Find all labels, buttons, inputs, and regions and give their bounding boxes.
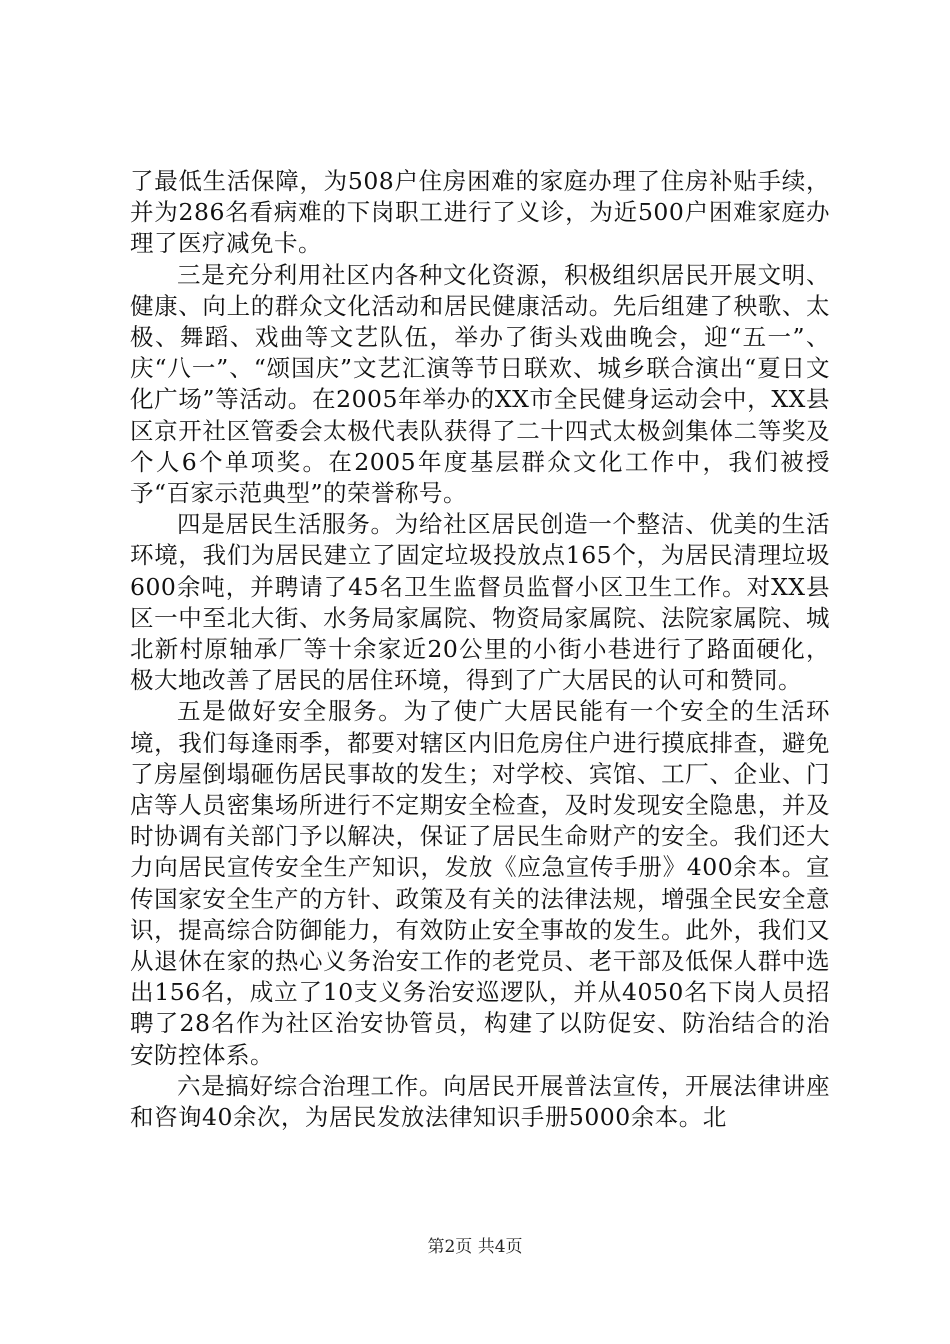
paragraph-safety-service: 五是做好安全服务。为了使广大居民能有一个安全的生活环境，我们每逢雨季，都要对辖区内旧危房住户进行摸底排查，避免了房屋倒塌砸伤居民事故的发生；对学校、宾馆、工厂、企业、门店等人员密集场所进行不定期安全检查，及时发现安全隐患，并及时协调有关部门予以解决，保证了居民生命财产的安全。我们还大力向居民宣传安全生产知识，发放《应急宣传手册》400余本。宣传国家安全生产的方针、政策及有关的法律法规，增强全民安全意识，提高综合防御能力，有效防止安全事故的发生。此外，我们又从退休在家的热心义务治安工作的老党员、老干部及低保人群中选出156名，成立了10支义务治安巡逻队，并从4050名下岗人员招聘了28名作为社区治安协管员，构建了以防促安、防治结合的治安防控体系。 — [130, 697, 830, 1069]
document-body — [130, 166, 830, 1133]
paragraph-governance: 六是搞好综合治理工作。向居民开展普法宣传，开展法律讲座和咨询40余次，为居民发放法律知识手册5000余本。北 — [130, 1071, 830, 1132]
paragraph-continuation: 了最低生活保障，为508户住房困难的家庭办理了住房补贴手续，并为286名看病难的下岗职工进行了义诊，为近500户困难家庭办理了医疗减免卡。 — [130, 167, 830, 258]
page-footer: 第2页 共4页 — [427, 1237, 523, 1257]
paragraph-living-service: 四是居民生活服务。为给社区居民创造一个整洁、优美的生活环境，我们为居民建立了固定垃圾投放点165个，为居民清理垃圾600余吨，并聘请了45名卫生监督员监督小区卫生工作。对XX县区一中至北大街、水务局家属院、物资局家属院、法院家属院、城北新村原轴承厂等十余家近20公里的小街小巷进行了路面硬化，极大地改善了居民的居住环境，得到了广大居民的认可和赞同。 — [130, 510, 830, 695]
paragraph-culture: 三是充分利用社区内各种文化资源，积极组织居民开展文明、健康、向上的群众文化活动和居民健康活动。先后组建了秧歌、太极、舞蹈、戏曲等文艺队伍，举办了街头戏曲晚会，迎“五一”、庆“八一”、“颂国庆”文艺汇演等节日联欢、城乡联合演出“夏日文化广场”等活动。在2005年举办的XX市全民健身运动会中，XX县区京开社区管委会太极代表队获得了二十四式太极剑集体二等奖及个人6个单项奖。在2005年度基层群众文化工作中，我们被授予“百家示范典型”的荣誉称号。 — [130, 260, 830, 508]
